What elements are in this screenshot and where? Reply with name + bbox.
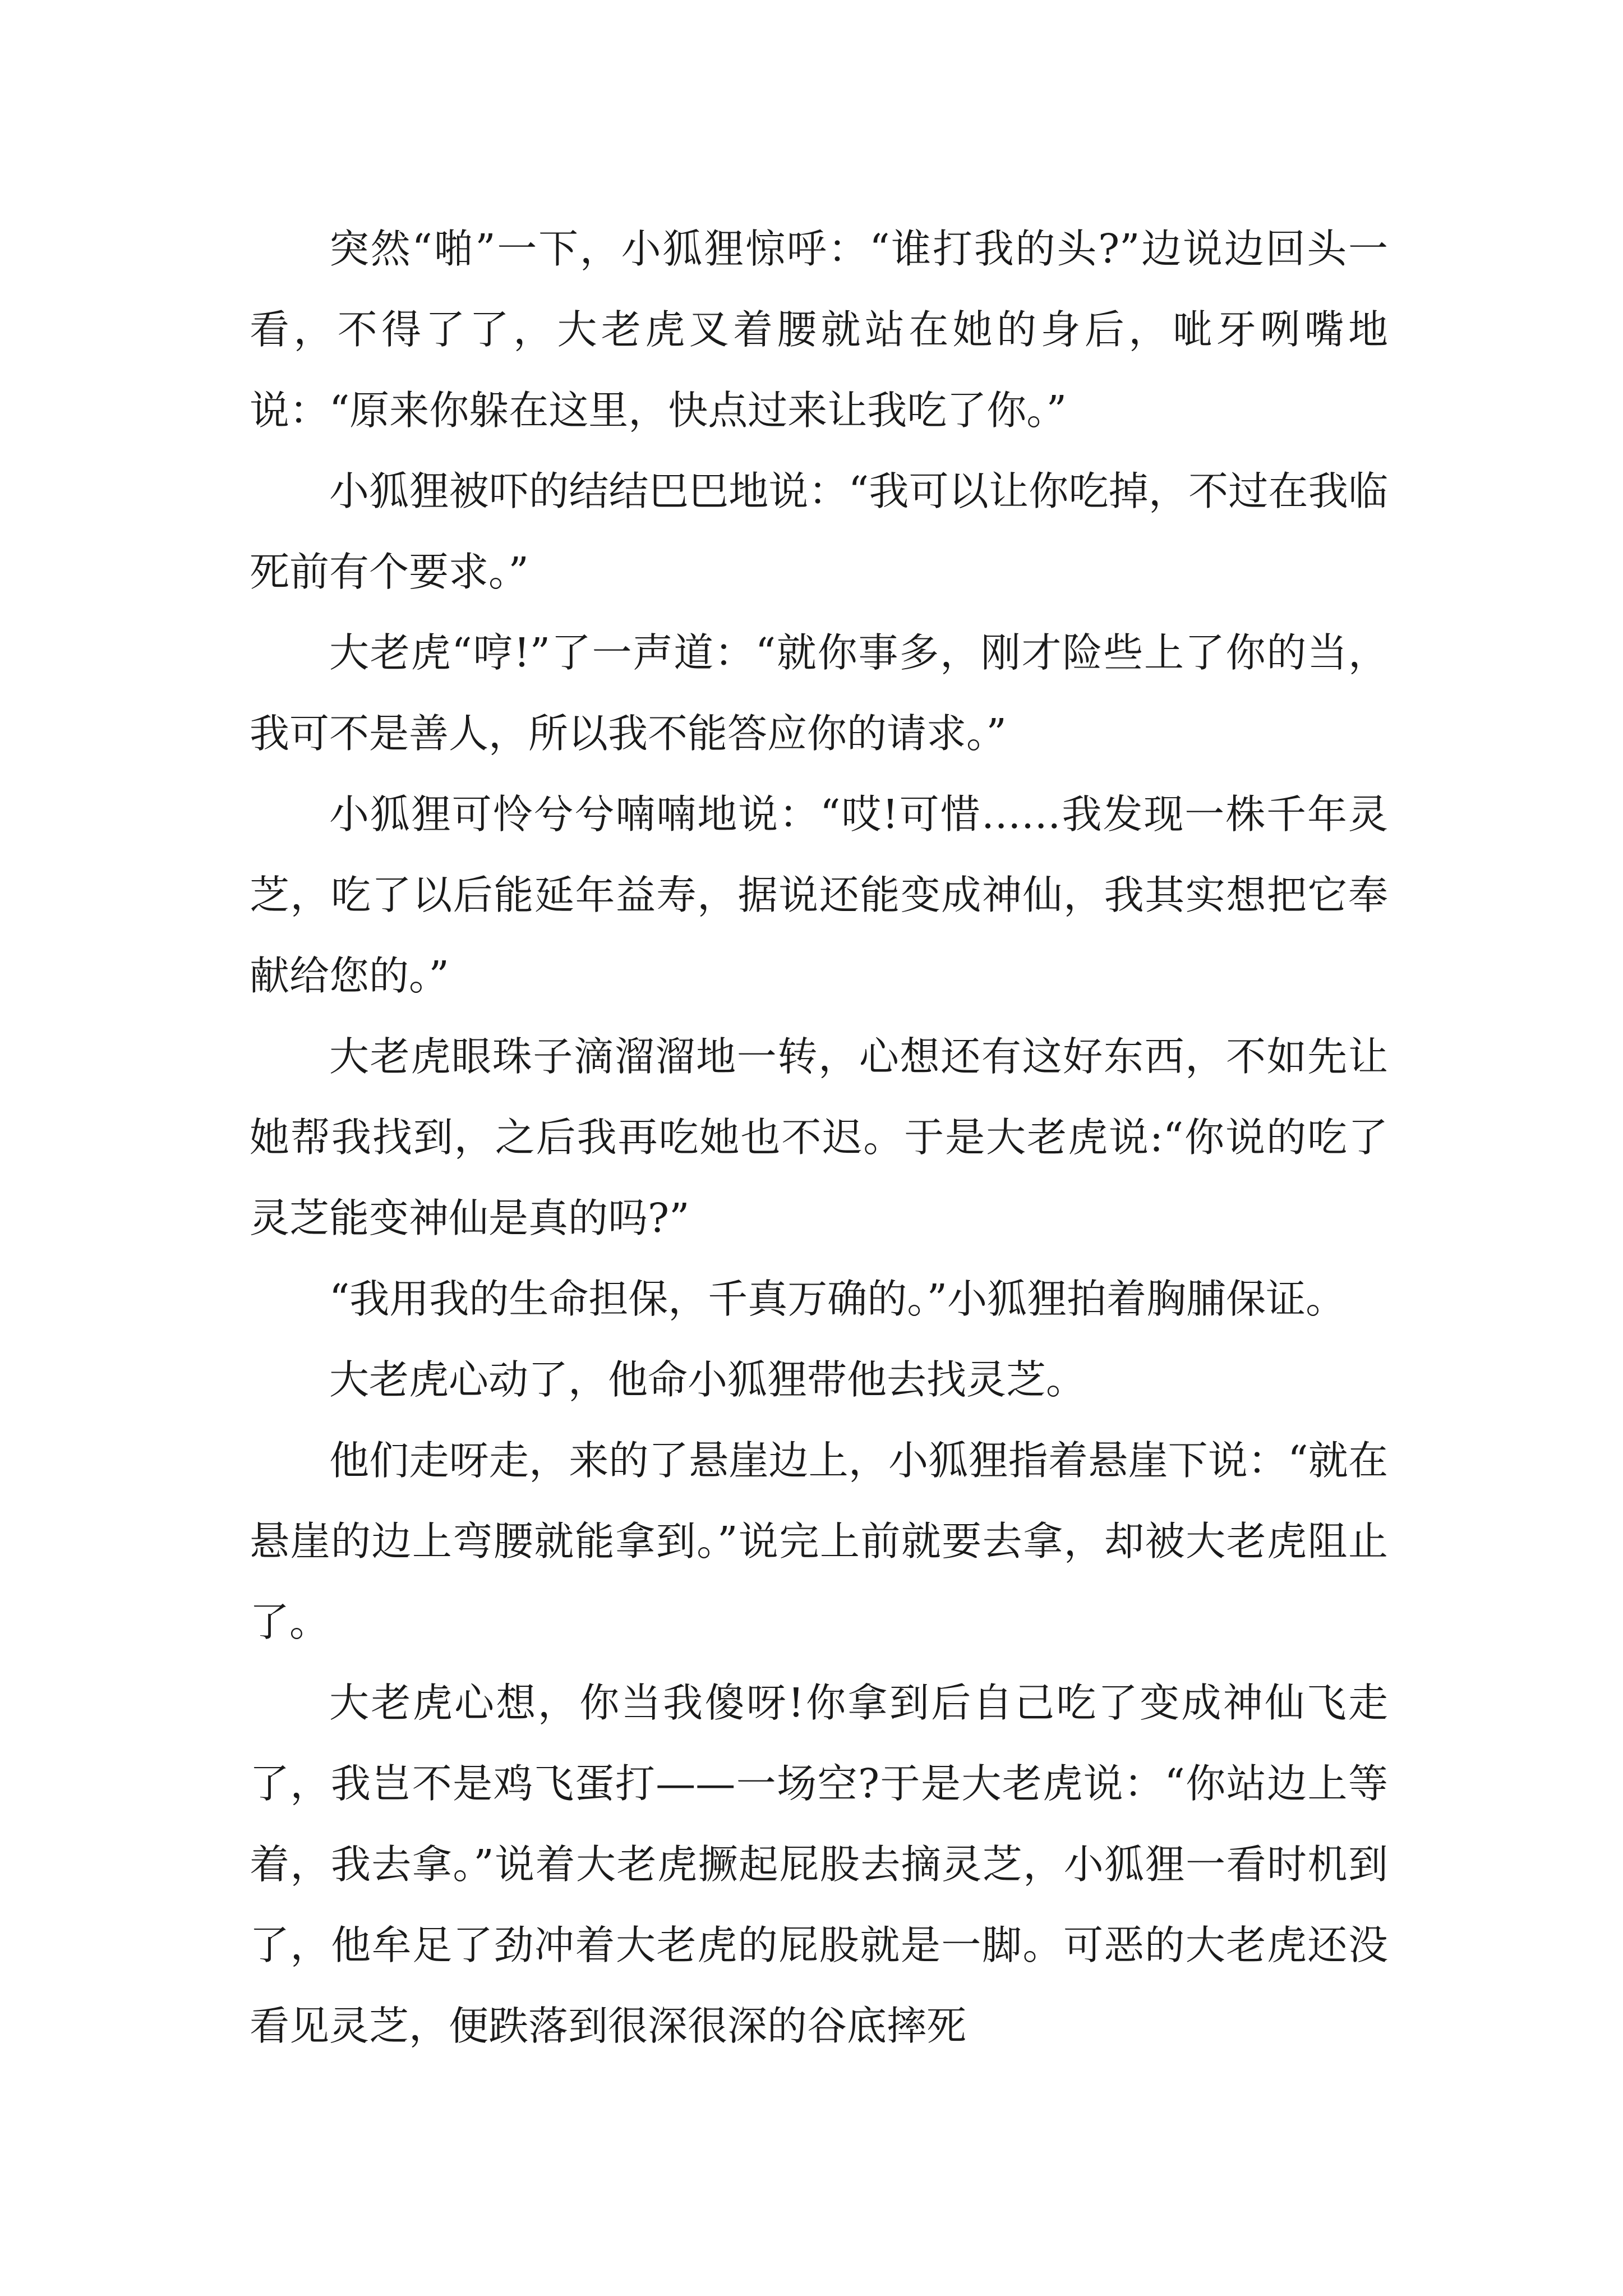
paragraph-6: “我用我的生命担保，千真万确的。”小狐狸拍着胸脯保证。 [329,1276,1346,1322]
paragraph-5: 大老虎眼珠子滴溜溜地一转，心想还有这好东西，不如先让她帮我找到，之后我再吃她也不迟。于是大老虎说:“你说的吃了灵芝能变神仙是真的吗?” [250,1033,1388,1241]
paragraph-7: 大老虎心动了，他命小狐狸带他去找灵芝。 [329,1356,1086,1403]
story-text [250,209,1388,2067]
paragraph-8: 他们走呀走，来的了悬崖边上，小狐狸指着悬崖下说：“就在悬崖的边上弯腰就能拿到。”说完上前就要去拿，却被大老虎阻止了。 [250,1437,1388,1645]
paragraph-4: 小狐狸可怜兮兮喃喃地说：“哎!可惜……我发现一株千年灵芝，吃了以后能延年益寿，据说还能变成神仙，我其实想把它奉献给您的。” [250,791,1388,999]
paragraph-1: 突然“啪”一下，小狐狸惊呼：“谁打我的头?”边说边回头一看，不得了了，大老虎叉着腰就站在她的身后，呲牙咧嘴地说：“原来你躲在这里，快点过来让我吃了你。” [250,226,1388,434]
paragraph-2: 小狐狸被吓的结结巴巴地说：“我可以让你吃掉，不过在我临死前有个要求。” [250,468,1388,595]
paragraph-9: 大老虎心想，你当我傻呀!你拿到后自己吃了变成神仙飞走了，我岂不是鸡飞蛋打——一场空?于是大老虎说：“你站边上等着，我去拿。”说着大老虎撅起屁股去摘灵芝，小狐狸一看时机到了，他牟足了劲冲着大老虎的屁股就是一脚。可恶的大老虎还没看见灵芝，便跌落到很深很深的谷底摔死 [250,1680,1388,2049]
paragraph-3: 大老虎“哼!”了一声道：“就你事多，刚才险些上了你的当，我可不是善人，所以我不能答应你的请求。” [250,629,1388,757]
